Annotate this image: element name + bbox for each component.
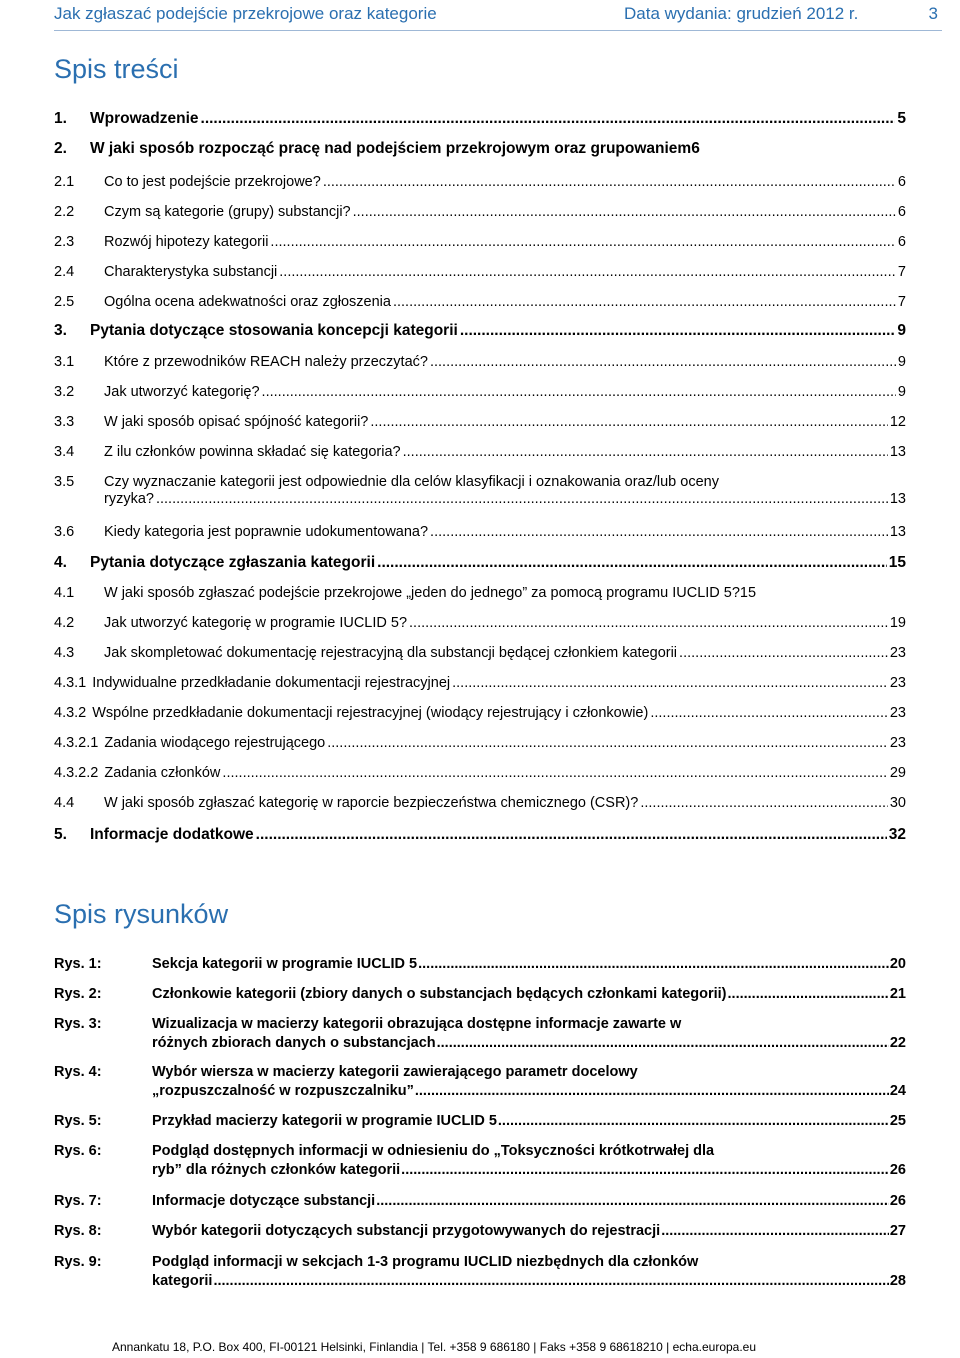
toc-entry-page: 30 bbox=[889, 795, 906, 811]
toc-entry-number: 4.3 bbox=[54, 645, 75, 661]
leader-dots bbox=[262, 383, 896, 401]
toc-entry-text: Pytania dotyczące stosowania koncepcji kategorii bbox=[90, 322, 458, 339]
toc-entry[interactable] bbox=[54, 584, 906, 602]
toc-entry-text: Indywidualne przedkładanie dokumentacji rejestracyjnej bbox=[92, 675, 451, 691]
figure-page: 22 bbox=[889, 1035, 906, 1051]
toc-entry[interactable] bbox=[54, 704, 906, 722]
publication-date: Data wydania: grudzień 2012 r. bbox=[624, 4, 859, 23]
toc-entry-page: 6 bbox=[691, 140, 700, 157]
toc-entry-number: 4.1 bbox=[54, 585, 75, 601]
leader-dots bbox=[437, 1034, 889, 1053]
toc-entry-number: 4.4 bbox=[54, 795, 75, 811]
toc-entry-text: Informacje dodatkowe bbox=[90, 826, 254, 843]
leader-dots bbox=[409, 614, 888, 632]
leader-dots bbox=[323, 173, 896, 191]
toc-entry-number: 2.3 bbox=[54, 234, 75, 250]
toc-entry-number: 2.1 bbox=[54, 174, 75, 190]
toc-entry[interactable] bbox=[54, 554, 906, 572]
toc-entry-page: 23 bbox=[889, 705, 906, 721]
toc-entry-page: 9 bbox=[897, 322, 906, 339]
toc-entry-text: Zadania wiodącego rejestrującego bbox=[104, 735, 326, 751]
toc-entry-page: 19 bbox=[889, 615, 906, 631]
leader-dots bbox=[327, 734, 888, 752]
toc-entry[interactable] bbox=[54, 734, 906, 752]
toc-entry-page: 32 bbox=[888, 826, 906, 843]
figure-caption: Wizualizacja w macierzy kategorii obrazująca dostępne informacje zawarte w bbox=[152, 1016, 682, 1032]
toc-entry-number: 3.1 bbox=[54, 354, 75, 370]
toc-entry-number: 3.3 bbox=[54, 414, 75, 430]
leader-dots bbox=[418, 955, 889, 974]
toc-entry-text: Ogólna ocena adekwatności oraz zgłoszenia bbox=[104, 294, 391, 310]
toc-entry-text: Jak utworzyć kategorię? bbox=[104, 384, 260, 400]
figure-label: Rys. 2: bbox=[54, 986, 102, 1002]
leader-dots bbox=[403, 443, 888, 461]
document-title: Jak zgłaszać podejście przekrojowe oraz kategorie bbox=[54, 4, 437, 23]
toc-entry-text: W jaki sposób opisać spójność kategorii? bbox=[104, 414, 369, 430]
toc-entry-text: W jaki sposób zgłaszać podejście przekrojowe „jeden do jednego” za pomocą programu IUCLID 5? bbox=[104, 585, 740, 601]
toc-entry[interactable] bbox=[54, 794, 906, 812]
toc-entry[interactable] bbox=[54, 413, 906, 431]
toc-entry[interactable] bbox=[54, 523, 906, 541]
toc-entry-page: 7 bbox=[897, 294, 906, 310]
toc-entry-page: 13 bbox=[889, 444, 906, 460]
toc-entry-page: 6 bbox=[897, 174, 906, 190]
leader-dots bbox=[430, 353, 896, 371]
toc-entry-page: 23 bbox=[889, 675, 906, 691]
toc-entry-number: 5. bbox=[54, 826, 67, 843]
leader-dots bbox=[498, 1112, 889, 1131]
leader-dots bbox=[156, 490, 888, 508]
toc-entry-text: W jaki sposób zgłaszać kategorię w raporcie bezpieczeństwa chemicznego (CSR)? bbox=[104, 795, 639, 811]
figures-title: Spis rysunków bbox=[54, 899, 229, 929]
toc-entry-page: 9 bbox=[897, 354, 906, 370]
toc-entry[interactable] bbox=[54, 764, 906, 782]
toc-entry-page: 12 bbox=[889, 414, 906, 430]
figure-page: 26 bbox=[889, 1162, 906, 1178]
figure-label: Rys. 5: bbox=[54, 1113, 102, 1129]
figure-page: 20 bbox=[889, 956, 906, 972]
toc-entry[interactable] bbox=[54, 263, 906, 281]
figure-caption: Podgląd dostępnych informacji w odniesieniu do „Toksyczności krótkotrwałej dla bbox=[152, 1143, 715, 1159]
toc-entry-number: 2. bbox=[54, 140, 67, 157]
toc-entry[interactable] bbox=[54, 614, 906, 632]
toc-entry-number: 3.6 bbox=[54, 524, 75, 540]
toc-entry-number: 4.3.2.2 bbox=[54, 765, 99, 781]
toc-entry-number: 2.5 bbox=[54, 294, 75, 310]
leader-dots bbox=[640, 794, 888, 812]
toc-entry[interactable] bbox=[54, 233, 906, 251]
toc-entry-text: W jaki sposób rozpocząć pracę nad podejściem przekrojowym oraz grupowaniem bbox=[90, 140, 692, 157]
leader-dots bbox=[679, 644, 888, 662]
figure-caption: Wybór kategorii dotyczących substancji przygotowywanych do rejestracji bbox=[152, 1223, 661, 1239]
toc-entry-page: 5 bbox=[897, 110, 906, 127]
figure-caption: Członkowie kategorii (zbiory danych o substancjach będących członkami kategorii) bbox=[152, 986, 727, 1002]
toc-entry[interactable] bbox=[54, 644, 906, 662]
page-footer: Annankatu 18, P.O. Box 400, FI-00121 Helsinki, Finlandia | Tel. +358 9 686180 | Faks +358 9 68618210 | echa.europa.eu bbox=[112, 1340, 757, 1354]
toc-entry-number: 1. bbox=[54, 110, 67, 127]
toc-entry-number: 4.3.2 bbox=[54, 705, 87, 721]
toc-entry[interactable] bbox=[54, 203, 906, 221]
figure-caption: Sekcja kategorii w programie IUCLID 5 bbox=[152, 956, 418, 972]
leader-dots bbox=[370, 413, 888, 431]
leader-dots bbox=[270, 233, 896, 251]
figure-page: 27 bbox=[889, 1223, 906, 1239]
leader-dots bbox=[728, 985, 889, 1004]
toc-entry-text-continued: ryzyka? bbox=[104, 491, 154, 507]
figure-page: 28 bbox=[889, 1273, 906, 1289]
toc-entry-page: 6 bbox=[897, 204, 906, 220]
toc-title: Spis treści bbox=[54, 54, 179, 84]
toc-entry[interactable] bbox=[54, 443, 906, 461]
figure-label: Rys. 6: bbox=[54, 1143, 102, 1159]
toc-entry-page: 15 bbox=[888, 554, 906, 571]
leader-dots bbox=[213, 1272, 888, 1291]
toc-entry-page: 15 bbox=[739, 585, 757, 601]
figure-label: Rys. 1: bbox=[54, 956, 102, 972]
toc-entry-text: Charakterystyka substancji bbox=[104, 264, 278, 280]
figure-caption: Przykład macierzy kategorii w programie IUCLID 5 bbox=[152, 1113, 497, 1129]
figure-label: Rys. 8: bbox=[54, 1223, 102, 1239]
leader-dots bbox=[452, 674, 888, 692]
toc-entry-number: 3.4 bbox=[54, 444, 75, 460]
figure-caption: Informacje dotyczące substancji bbox=[152, 1193, 376, 1209]
toc-entry-text: Wspólne przedkładanie dokumentacji rejestracyjnej (wiodący rejestrujący i członkowie) bbox=[92, 705, 649, 721]
toc-entry-text: Jak skompletować dokumentację rejestracyjną dla substancji będącej członkiem kategorii bbox=[104, 645, 678, 661]
toc-entry-text: Kiedy kategoria jest poprawnie udokumentowana? bbox=[104, 524, 429, 540]
toc-entry-number: 4.3.1 bbox=[54, 675, 87, 691]
figure-label: Rys. 9: bbox=[54, 1254, 102, 1270]
toc-entry[interactable] bbox=[54, 293, 906, 311]
toc-entry-number: 3.5 bbox=[54, 474, 75, 490]
toc-entry-text: Wprowadzenie bbox=[90, 110, 199, 127]
figure-label: Rys. 3: bbox=[54, 1016, 102, 1032]
figure-label: Rys. 4: bbox=[54, 1064, 102, 1080]
page-header bbox=[54, 4, 942, 31]
figure-label: Rys. 7: bbox=[54, 1193, 102, 1209]
figure-caption: kategorii bbox=[152, 1273, 213, 1289]
toc-entry-page: 9 bbox=[897, 384, 906, 400]
toc-entry-text: Z ilu członków powinna składać się kategoria? bbox=[104, 444, 401, 460]
toc-entry-page: 7 bbox=[897, 264, 906, 280]
leader-dots bbox=[353, 203, 896, 221]
toc-entry-number: 3. bbox=[54, 322, 67, 339]
figure-page: 21 bbox=[889, 986, 906, 1002]
toc-entry-number: 4.3.2.1 bbox=[54, 735, 99, 751]
toc-entry-text: Które z przewodników REACH należy przeczytać? bbox=[104, 354, 428, 370]
figure-page: 26 bbox=[889, 1193, 906, 1209]
toc-entry-number: 3.2 bbox=[54, 384, 75, 400]
figure-caption: różnych zbiorach danych o substancjach bbox=[152, 1035, 436, 1051]
leader-dots bbox=[650, 704, 888, 722]
toc-entry-text: Rozwój hipotezy kategorii bbox=[104, 234, 269, 250]
toc-entry-page: 23 bbox=[889, 645, 906, 661]
toc-entry-page: 23 bbox=[889, 735, 906, 751]
leader-dots bbox=[460, 322, 896, 340]
leader-dots bbox=[376, 1192, 889, 1211]
figure-page: 25 bbox=[889, 1113, 906, 1129]
toc-entry-text: Co to jest podejście przekrojowe? bbox=[104, 174, 321, 190]
toc-entry-number: 2.4 bbox=[54, 264, 75, 280]
leader-dots bbox=[393, 293, 896, 311]
toc-entry[interactable] bbox=[54, 110, 906, 128]
figure-page: 24 bbox=[889, 1083, 906, 1099]
leader-dots bbox=[201, 110, 896, 128]
toc-entry[interactable] bbox=[54, 140, 906, 158]
toc-entry-text: Czym są kategorie (grupy) substancji? bbox=[104, 204, 351, 220]
toc-entry-page: 29 bbox=[889, 765, 906, 781]
figure-caption: Wybór wiersza w macierzy kategorii zawierającego parametr docelowy bbox=[152, 1064, 638, 1080]
toc-entry-page: 13 bbox=[889, 524, 906, 540]
leader-dots bbox=[222, 764, 887, 782]
toc-entry[interactable] bbox=[54, 173, 906, 191]
toc-entry-text: Jak utworzyć kategorię w programie IUCLID 5? bbox=[104, 615, 408, 631]
toc-entry[interactable] bbox=[54, 674, 906, 692]
leader-dots bbox=[256, 826, 887, 844]
toc-entry-text: Pytania dotyczące zgłaszania kategorii bbox=[90, 554, 376, 571]
figure-caption: ryb” dla różnych członków kategorii bbox=[152, 1162, 401, 1178]
toc-entry[interactable] bbox=[54, 353, 906, 371]
toc-entry-number: 4.2 bbox=[54, 615, 75, 631]
page-number: 3 bbox=[928, 4, 938, 23]
leader-dots bbox=[415, 1082, 889, 1101]
toc-entry[interactable] bbox=[54, 383, 906, 401]
toc-entry-text: Czy wyznaczanie kategorii jest odpowiednie dla celów klasyfikacji i oznakowania oraz/lub oceny bbox=[104, 474, 719, 490]
toc-entry-page: 6 bbox=[897, 234, 906, 250]
toc-entry-number: 4. bbox=[54, 554, 67, 571]
toc-entry-number: 2.2 bbox=[54, 204, 75, 220]
leader-dots bbox=[279, 263, 896, 281]
toc-entry-page: 13 bbox=[889, 491, 906, 507]
leader-dots bbox=[377, 554, 887, 572]
toc-entry-text: Zadania członków bbox=[104, 765, 221, 781]
toc-entry[interactable] bbox=[54, 322, 906, 340]
leader-dots bbox=[661, 1222, 889, 1241]
toc-entry[interactable] bbox=[54, 826, 906, 844]
leader-dots bbox=[430, 523, 888, 541]
leader-dots bbox=[401, 1161, 889, 1180]
figure-caption: „rozpuszczalność w rozpuszczalniku” bbox=[152, 1083, 414, 1099]
figure-caption: Podgląd informacji w sekcjach 1-3 programu IUCLID niezbędnych dla członków bbox=[152, 1254, 699, 1270]
